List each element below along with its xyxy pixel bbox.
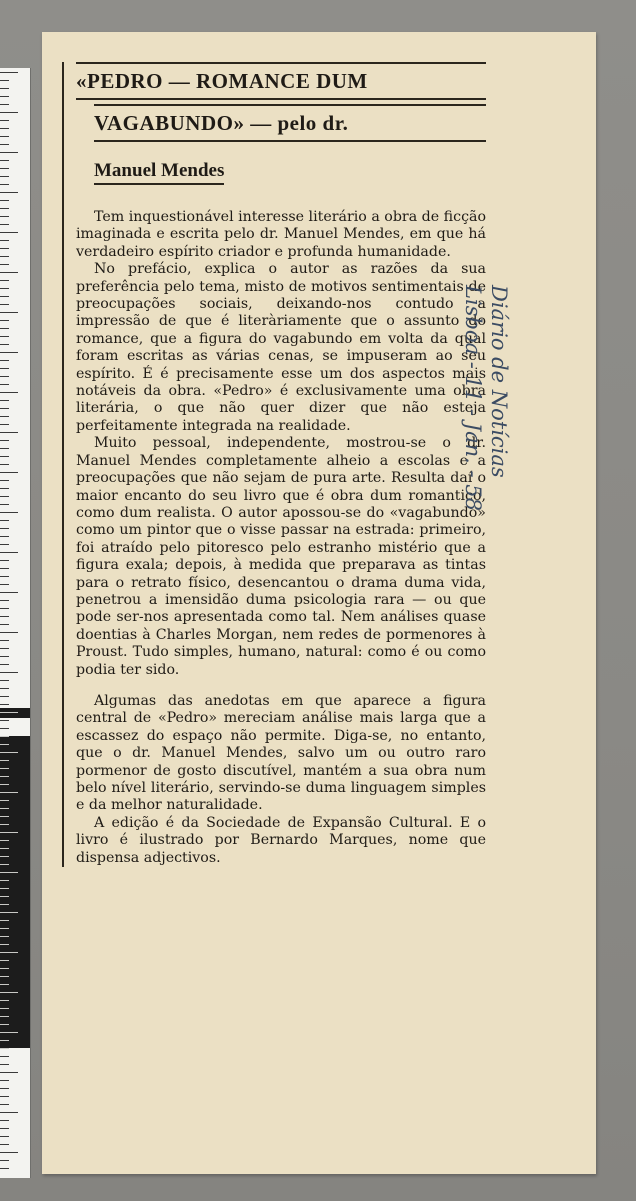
ruler-tick bbox=[0, 608, 9, 609]
ruler-tick bbox=[0, 768, 9, 769]
ruler-tick bbox=[0, 944, 9, 945]
ruler-tick bbox=[0, 528, 9, 529]
newspaper-clipping bbox=[42, 32, 596, 1174]
ruler-tick bbox=[0, 840, 9, 841]
ruler-tick bbox=[0, 1160, 9, 1161]
ruler-tick bbox=[0, 712, 18, 713]
ruler-tick bbox=[0, 856, 9, 857]
ruler-tick bbox=[0, 192, 18, 193]
ruler-tick bbox=[0, 432, 18, 433]
ruler-tick bbox=[0, 576, 9, 577]
headline-line-2: VAGABUNDO» — pelo dr. bbox=[94, 104, 486, 142]
ruler-tick bbox=[0, 336, 9, 337]
ruler-tick bbox=[0, 376, 9, 377]
ruler-tick bbox=[0, 1080, 9, 1081]
ruler-tick bbox=[0, 760, 9, 761]
ruler-dark-band bbox=[0, 736, 30, 1048]
ruler-tick bbox=[0, 1088, 9, 1089]
ruler-tick bbox=[0, 1168, 9, 1169]
paragraph-1: Tem inquestionável interesse literário a obra de ficção imaginada e escrita pelo dr. Manuel Mendes, em que há verdadeiro espírito criador e profunda humanidade. bbox=[76, 209, 487, 260]
ruler-tick bbox=[0, 392, 18, 393]
ruler-tick bbox=[0, 264, 9, 265]
measurement-ruler bbox=[0, 68, 31, 1178]
ruler-tick bbox=[0, 560, 9, 561]
ruler-tick bbox=[0, 232, 18, 233]
ruler-tick bbox=[0, 672, 18, 673]
ruler-tick bbox=[0, 1136, 9, 1137]
ruler-tick bbox=[0, 96, 9, 97]
ruler-tick bbox=[0, 272, 18, 273]
ruler-tick bbox=[0, 224, 9, 225]
ruler-tick bbox=[0, 848, 9, 849]
ruler-tick bbox=[0, 664, 9, 665]
ruler-tick bbox=[0, 960, 9, 961]
ruler-tick bbox=[0, 1048, 9, 1049]
ruler-tick bbox=[0, 632, 18, 633]
ruler-tick bbox=[0, 640, 9, 641]
article-headline bbox=[76, 62, 486, 142]
ruler-tick bbox=[0, 968, 9, 969]
ruler-tick bbox=[0, 864, 9, 865]
ruler-tick bbox=[0, 872, 18, 873]
ruler-tick bbox=[0, 288, 9, 289]
ruler-tick bbox=[0, 112, 18, 113]
ruler-tick bbox=[0, 312, 18, 313]
ruler-tick bbox=[0, 1096, 9, 1097]
ruler-tick bbox=[0, 648, 9, 649]
ruler-tick bbox=[0, 592, 18, 593]
ruler-tick bbox=[0, 1152, 18, 1153]
ruler-tick bbox=[0, 160, 9, 161]
ruler-tick bbox=[0, 408, 9, 409]
handwritten-note-line-1: Diário de Notícias bbox=[487, 285, 511, 478]
ruler-tick bbox=[0, 328, 9, 329]
ruler-tick bbox=[0, 584, 9, 585]
ruler-tick bbox=[0, 912, 18, 913]
ruler-tick bbox=[0, 200, 9, 201]
ruler-tick bbox=[0, 824, 9, 825]
ruler-tick bbox=[0, 616, 9, 617]
ruler-tick bbox=[0, 488, 9, 489]
ruler-tick bbox=[0, 352, 18, 353]
article bbox=[62, 62, 486, 867]
ruler-tick bbox=[0, 536, 9, 537]
ruler-tick bbox=[0, 880, 9, 881]
ruler-tick bbox=[0, 776, 9, 777]
ruler-tick bbox=[0, 688, 9, 689]
ruler-tick bbox=[0, 656, 9, 657]
ruler-tick bbox=[0, 800, 9, 801]
headline-line-1: «PEDRO — ROMANCE DUM bbox=[76, 62, 486, 100]
ruler-tick bbox=[0, 976, 9, 977]
ruler-tick bbox=[0, 744, 9, 745]
ruler-tick bbox=[0, 456, 9, 457]
ruler-tick bbox=[0, 1024, 9, 1025]
ruler-tick bbox=[0, 72, 18, 73]
ruler-tick bbox=[0, 296, 9, 297]
ruler-tick bbox=[0, 1072, 18, 1073]
paragraph-3: Muito pessoal, independente, mostrou-se o dr. Manuel Mendes completamente alheio a escolas e a preocupações que não sejam de pura arte. Resulta daí o maior encanto do seu livro que é obra dum romantico, como dum realista. O autor apossou-se do «vagabundo» como um pintor que o visse passar na estrada: primeiro, foi atraído pelo pitoresco pelo estranho mistério que a figura exala; depois, à medida que preparava as tintas para o retrato físico, desencantou o drama duma vida, penetrou a imensidão duma psicologia rara — ou que pode ser-nos apresentada como tal. Nem análises quase doentias à Charles Morgan, nem redes de pormenores à Proust. Tudo simples, humano, natural: como é ou como podia ter sido. bbox=[76, 435, 486, 678]
ruler-tick bbox=[0, 728, 9, 729]
ruler-tick bbox=[0, 936, 9, 937]
ruler-tick bbox=[0, 720, 9, 721]
ruler-tick bbox=[0, 304, 9, 305]
ruler-tick bbox=[0, 832, 18, 833]
ruler-tick bbox=[0, 1008, 9, 1009]
ruler-tick bbox=[0, 1104, 9, 1105]
ruler-tick bbox=[0, 992, 18, 993]
ruler-tick bbox=[0, 416, 9, 417]
ruler-tick bbox=[0, 904, 9, 905]
ruler-tick bbox=[0, 600, 9, 601]
ruler-tick bbox=[0, 80, 9, 81]
ruler-tick bbox=[0, 256, 9, 257]
ruler-tick bbox=[0, 472, 18, 473]
ruler-tick bbox=[0, 1040, 9, 1041]
ruler-tick bbox=[0, 920, 9, 921]
ruler-tick bbox=[0, 360, 9, 361]
ruler-tick bbox=[0, 144, 9, 145]
ruler-tick bbox=[0, 1128, 9, 1129]
ruler-tick bbox=[0, 1000, 9, 1001]
ruler-tick bbox=[0, 888, 9, 889]
ruler-tick bbox=[0, 136, 9, 137]
ruler-tick bbox=[0, 1032, 18, 1033]
ruler-tick bbox=[0, 152, 18, 153]
ruler-tick bbox=[0, 520, 9, 521]
ruler-tick bbox=[0, 368, 9, 369]
ruler-tick bbox=[0, 240, 9, 241]
ruler-tick bbox=[0, 184, 9, 185]
paragraph-2: No prefácio, explica o autor as razões da sua preferência pelo tema, misto de motivos sentimentais de preocupações sociais, deixando-nos contudo a impressão de que é literàriamente que o assunto do romance, que a figura do vagabundo em volta da qual foram escritas as várias cenas, se impuseram ao seu espírito. É é precisamente esse um dos aspectos mais notáveis da obra. «Pedro» é exclusivamente uma obra literária, o que não quer dizer que não esteja perfeitamente integrada na realidade. bbox=[76, 261, 486, 434]
ruler-tick bbox=[0, 504, 9, 505]
ruler-tick bbox=[0, 1064, 9, 1065]
ruler-tick bbox=[0, 680, 9, 681]
article-author: Manuel Mendes bbox=[94, 160, 224, 185]
ruler-tick bbox=[0, 480, 9, 481]
handwritten-note-line-2: Lisboa - 11 - Jan. - 58 bbox=[461, 285, 485, 511]
ruler-tick bbox=[0, 736, 9, 737]
ruler-tick bbox=[0, 752, 18, 753]
ruler-tick bbox=[0, 1016, 9, 1017]
ruler-tick bbox=[0, 808, 9, 809]
ruler-tick bbox=[0, 952, 18, 953]
ruler-tick bbox=[0, 696, 9, 697]
ruler-tick bbox=[0, 448, 9, 449]
ruler-tick bbox=[0, 568, 9, 569]
ruler-tick bbox=[0, 464, 9, 465]
ruler-tick bbox=[0, 104, 9, 105]
ruler-tick bbox=[0, 984, 9, 985]
ruler-tick bbox=[0, 496, 9, 497]
ruler-tick bbox=[0, 1056, 9, 1057]
ruler-tick bbox=[0, 128, 9, 129]
ruler-tick bbox=[0, 208, 9, 209]
ruler-tick bbox=[0, 400, 9, 401]
ruler-tick bbox=[0, 1144, 9, 1145]
ruler-tick bbox=[0, 168, 9, 169]
ruler-tick bbox=[0, 120, 9, 121]
ruler-tick bbox=[0, 384, 9, 385]
ruler-tick bbox=[0, 280, 9, 281]
ruler-tick bbox=[0, 544, 9, 545]
ruler-tick bbox=[0, 816, 9, 817]
ruler-tick bbox=[0, 344, 9, 345]
ruler-tick bbox=[0, 1112, 18, 1113]
ruler-tick bbox=[0, 216, 9, 217]
ruler-tick bbox=[0, 424, 9, 425]
paragraph-5: A edição é da Sociedade de Expansão Cultural. E o livro é ilustrado por Bernardo Marques, nome que dispensa adjectivos. bbox=[76, 814, 486, 866]
ruler-tick bbox=[0, 512, 18, 513]
ruler-tick bbox=[0, 896, 9, 897]
handwritten-source-note bbox=[460, 285, 512, 511]
ruler-tick bbox=[0, 248, 9, 249]
ruler-tick bbox=[0, 704, 9, 705]
ruler-dark-band-upper bbox=[0, 708, 30, 718]
ruler-tick bbox=[0, 320, 9, 321]
ruler-tick bbox=[0, 176, 9, 177]
ruler-tick bbox=[0, 784, 9, 785]
ruler-tick bbox=[0, 624, 9, 625]
ruler-tick bbox=[0, 1120, 9, 1121]
ruler-tick bbox=[0, 440, 9, 441]
ruler-tick bbox=[0, 792, 18, 793]
paragraph-4: Algumas das anedotas em que aparece a figura central de «Pedro» mereciam análise mais larga que a escassez do espaço não permite. Diga-se, no entanto, que o dr. Manuel Mendes, salvo um ou outro raro pormenor de gosto discutível, mantém a sua obra num belo nível literário, servindo-se duma linguagem simples e da melhor naturalidade. bbox=[76, 692, 486, 814]
ruler-tick bbox=[0, 88, 9, 89]
ruler-tick bbox=[0, 552, 18, 553]
ruler-tick bbox=[0, 928, 9, 929]
